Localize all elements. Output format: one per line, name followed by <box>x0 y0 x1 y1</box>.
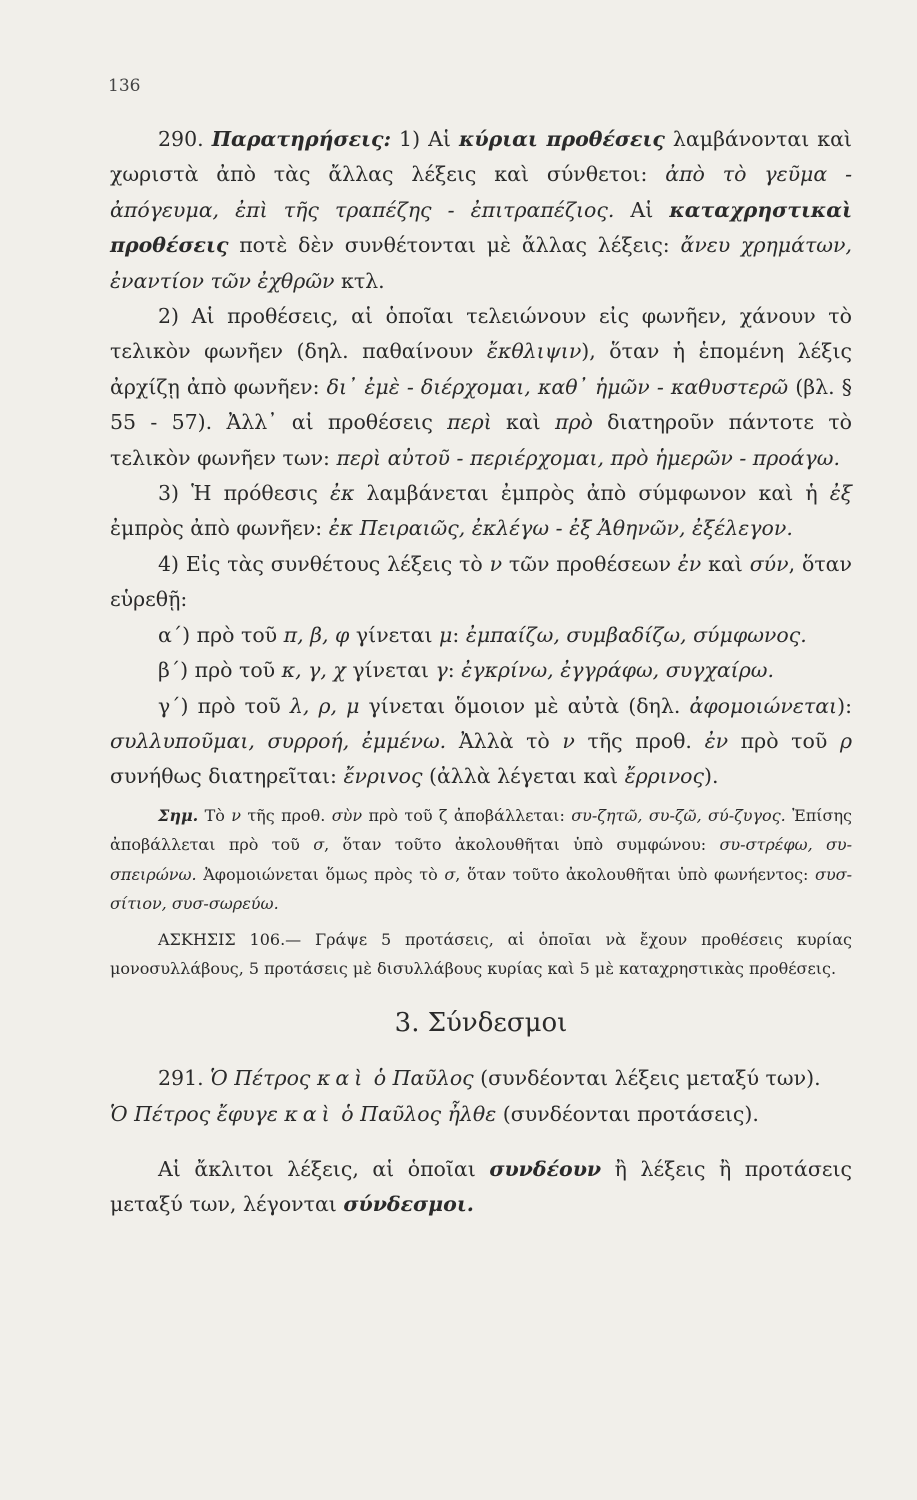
subrule-beta: β΄) πρὸ τοῦ κ, γ, χ γίνεται γ: ἐγκρίνω, ἐγγράφω, συγχαίρω. <box>158 658 774 683</box>
page-number: 136 <box>108 76 141 96</box>
paragraph-rule-4: 4) Εἰς τὰς συνθέτους λέξεις τὸ ν τῶν προθέσεων ἐν καὶ σύν, ὅταν εὑρεθῇ: <box>110 551 852 612</box>
example-sentence: Ὁ Πέτρος ἔφυγε καὶ ὁ Παῦλος ἦλθε (συνδέονται προτάσεις). <box>110 1101 759 1126</box>
paragraph-290: 290. Παρατηρήσεις: 1) Αἱ κύριαι προθέσεις λαμβάνονται καὶ χωριστὰ ἀπὸ τὰς ἄλλας λέξεις καὶ σύνθετοι: ἀπὸ τὸ γεῦμα - ἀπόγευμα, ἐπὶ τῆς τραπέζης - ἐπιτραπέζιος. Αἱ καταχρηστικαὶ προθέσεις ποτὲ δὲν συνθέτονται μὲ ἄλλας λέξεις: ἄνευ χρημάτων, ἐναντίον τῶν ἐχθρῶν κτλ. <box>110 127 852 293</box>
page-body <box>110 122 852 1223</box>
exercise-paragraph: ΑΣΚΗΣΙΣ 106.— Γράψε 5 προτάσεις, αἱ ὁποῖαι νὰ ἔχουν προθέσεις κυρίας μονοσυλλάβους, 5 προτάσεις μὲ δισυλλάβους κυρίας καὶ 5 μὲ καταχρηστικὰς προθέσεις. <box>110 929 853 979</box>
paragraph-rule-3: 3) Ἡ πρόθεσις ἐκ λαμβάνεται ἐμπρὸς ἀπὸ σύμφωνον καὶ ἡ ἐξ ἐμπρὸς ἀπὸ φωνῆεν: ἐκ Πειραιῶς, ἐκλέγω - ἐξ Ἀθηνῶν, ἐξέλεγον. <box>110 481 852 541</box>
note-label: Σημ. <box>158 805 199 825</box>
note-paragraph: Σημ. Τὸ ν τῆς προθ. σὺν πρὸ τοῦ ζ ἀποβάλλεται: συ-ζητῶ, συ-ζῶ, σύ-ζυγος. Ἐπίσης ἀποβάλλεται πρὸ τοῦ σ, ὅταν τοῦτο ἀκολουθῆται ὑπὸ συμφώνου: συ-στρέφω, συ-σπειρώνω. Ἀφομοιώνεται ὅμως πρὸς τὸ σ, ὅταν τοῦτο ἀκολουθῆται ὑπὸ φωνήεντος: συσ-σίτιον, συσ-σωρεύω. <box>110 805 853 914</box>
section-heading: 3. Σύνδεσμοι <box>394 1007 568 1038</box>
exercise-label: ΑΣΚΗΣΙΣ 106.— <box>158 929 316 949</box>
definition-paragraph: Αἱ ἄκλιτοι λέξεις, αἱ ὁποῖαι συνδέουν ἢ λέξεις ἢ προτάσεις μεταξύ των, λέγονται σύνδεσμοι. <box>110 1156 852 1217</box>
section-290-title: Παρατηρήσεις: <box>211 127 392 151</box>
subrule-gamma: γ΄) πρὸ τοῦ λ, ρ, μ γίνεται ὅμοιον μὲ αὐτὰ (δηλ. ἀφομοιώνεται): συλλυποῦμαι, συρροή, ἐμμένω. Ἀλλὰ τὸ ν τῆς προθ. ἐν πρὸ τοῦ ρ συνήθως διατηρεῖται: ἔνριvος (ἀλλὰ λέγεται καὶ ἔρρινος). <box>110 693 852 789</box>
subrule-alpha: α΄) πρὸ τοῦ π, β, φ γίνεται μ: ἐμπαίζω, συμβαδίζω, σύμφωνος. <box>158 622 807 647</box>
paragraph-291: 291. Ὁ Πέτρος καὶ ὁ Παῦλος (συνδέονται λέξεις μεταξύ των). <box>158 1066 821 1091</box>
paragraph-rule-2: 2) Αἱ προθέσεις, αἱ ὁποῖαι τελειώνουν εἰς φωνῆεν, χάνουν τὸ τελικὸν φωνῆεν (δηλ. παθαίνουν ἔκθλιψιν), ὅταν ἡ ἑπομένη λέξις ἀρχίζῃ ἀπὸ φωνῆεν: δι᾽ ἐμὲ - διέρχομαι, καθ᾽ ἡμῶν - καθυστερῶ (βλ. § 55 - 57). Ἀλλ᾽ αἱ προθέσεις περὶ καὶ πρὸ διατηροῦν πάντοτε τὸ τελικὸν φωνῆεν των: περὶ αὐτοῦ - περιέρχομαι, πρὸ ἡμερῶν - προάγω. <box>110 304 852 470</box>
